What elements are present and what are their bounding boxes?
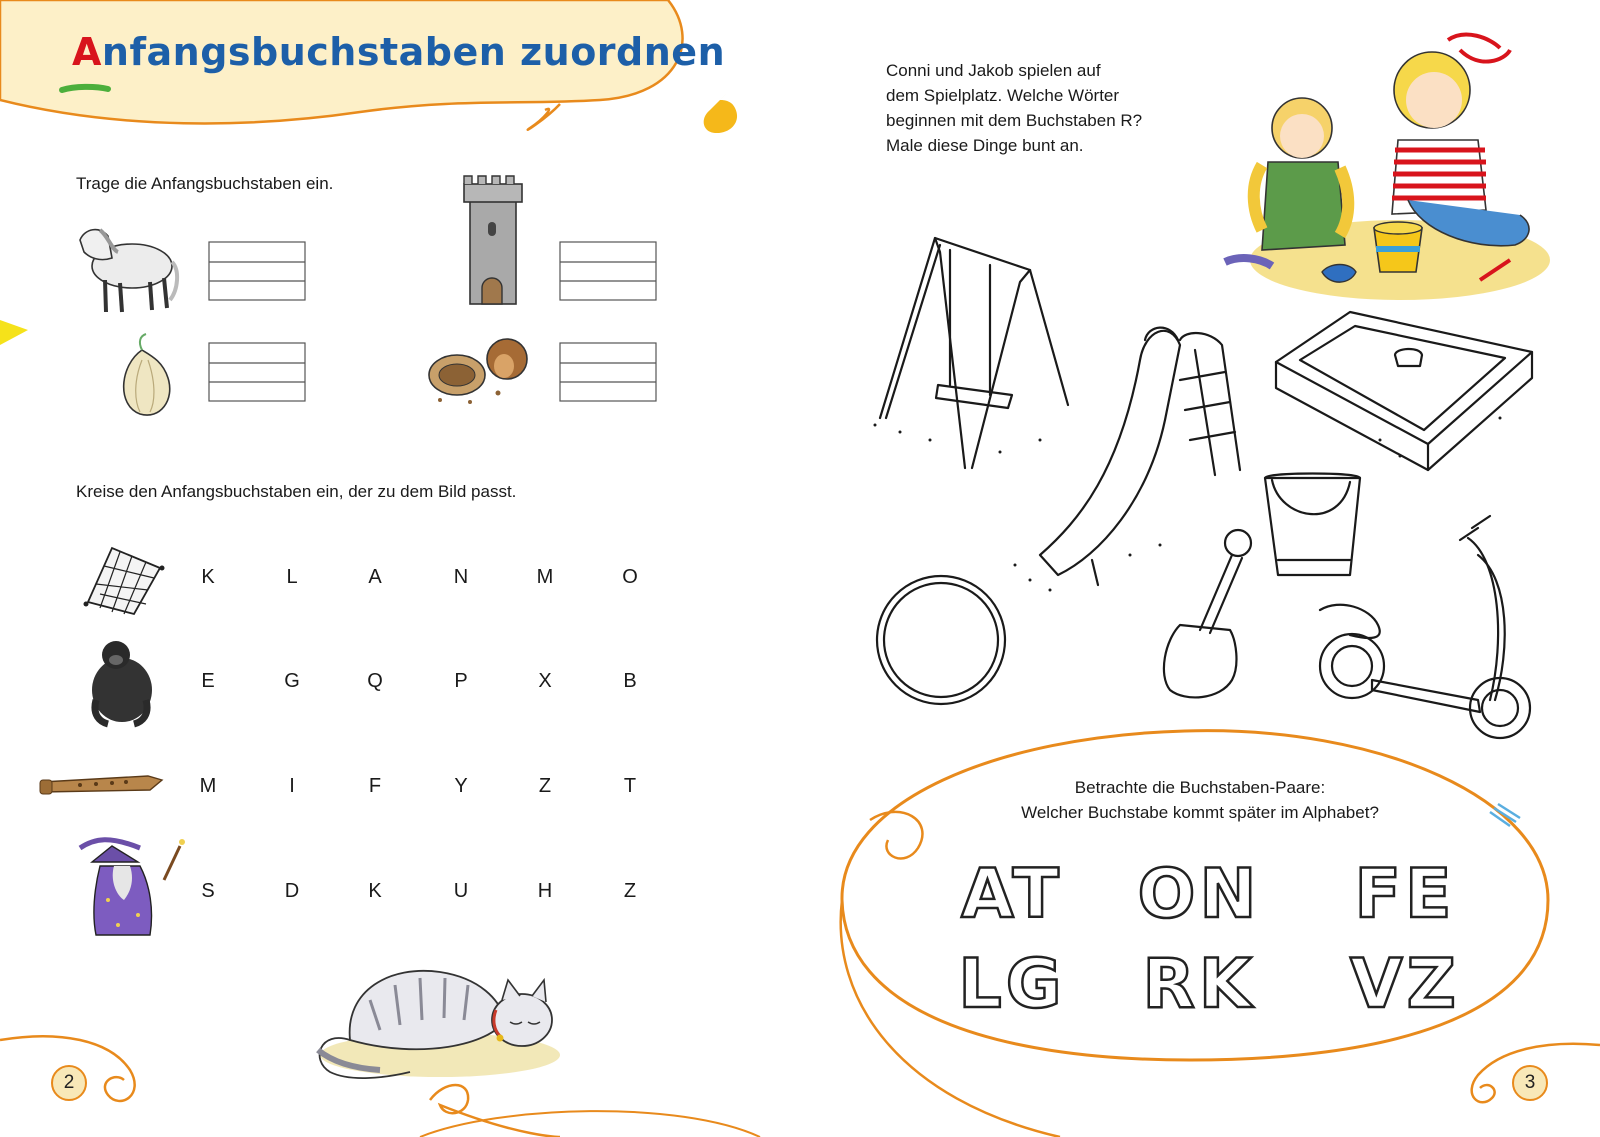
instruction-write-letters: Trage die Anfangsbuchstaben ein.: [76, 174, 334, 193]
letter-choice[interactable]: M: [199, 775, 217, 797]
letter-choice[interactable]: Y: [454, 775, 468, 797]
letter-choice[interactable]: M: [536, 566, 554, 588]
page-title: [72, 30, 725, 74]
bottom-curl-center: [430, 1085, 560, 1137]
title-first-letter: A: [72, 30, 102, 74]
letter-choice[interactable]: I: [289, 775, 295, 797]
letter-pair[interactable]: RK: [1142, 945, 1256, 1024]
letter-choice[interactable]: Z: [623, 880, 637, 902]
title-rest: nfangsbuchstaben zuordnen: [101, 30, 726, 74]
yellow-splash: [704, 94, 737, 133]
letter-choice[interactable]: D: [284, 880, 300, 902]
intro-text: [886, 58, 1142, 158]
letter-choice[interactable]: G: [284, 670, 300, 692]
instruction-circle-letter: Kreise den Anfangsbuchstaben ein, der zu dem Bild passt.: [76, 482, 517, 501]
letter-pair[interactable]: ON: [1137, 855, 1261, 934]
intro-line: dem Spielplatz. Welche Wörter: [886, 86, 1120, 105]
bottom-curl-lower: [420, 1111, 760, 1137]
pairs-instruction-line: Betrachte die Buchstaben-Paare:: [1074, 778, 1326, 797]
letter-choice[interactable]: H: [537, 880, 553, 902]
letter-choice[interactable]: B: [623, 670, 637, 692]
letter-choice[interactable]: N: [453, 566, 469, 588]
letter-pair[interactable]: AT: [961, 855, 1063, 934]
pairs-instruction: [1000, 775, 1400, 825]
letter-choice[interactable]: Q: [367, 670, 383, 692]
letter-choice[interactable]: U: [453, 880, 469, 902]
letter-choice[interactable]: L: [286, 566, 298, 588]
letter-choice[interactable]: K: [201, 566, 215, 588]
letter-choice[interactable]: Z: [538, 775, 552, 797]
yellow-edge-mark: [0, 320, 28, 345]
letter-choice[interactable]: K: [368, 880, 382, 902]
pairs-instruction-line: Welcher Buchstabe kommt später im Alphabet?: [1021, 803, 1379, 822]
intro-line: Male diese Dinge bunt an.: [886, 136, 1084, 155]
letter-pair[interactable]: FE: [1354, 855, 1456, 934]
letter-pair[interactable]: LG: [958, 945, 1066, 1024]
letter-choice[interactable]: F: [368, 775, 382, 797]
intro-line: Conni und Jakob spielen auf: [886, 61, 1101, 80]
intro-line: beginnen mit dem Buchstaben R?: [886, 111, 1143, 130]
letter-choice[interactable]: P: [454, 670, 468, 692]
letter-pair[interactable]: VZ: [1350, 945, 1460, 1024]
page-number-left: 2: [51, 1065, 87, 1101]
letter-choice[interactable]: O: [622, 566, 638, 588]
letter-choice[interactable]: E: [201, 670, 215, 692]
page-number-right: 3: [1512, 1065, 1548, 1101]
brush-stroke: [62, 87, 108, 90]
letter-choice[interactable]: T: [623, 775, 637, 797]
banner-curl: [528, 104, 560, 130]
letter-choice[interactable]: X: [538, 670, 552, 692]
letter-choice[interactable]: A: [368, 566, 382, 588]
letter-choice[interactable]: S: [201, 880, 215, 902]
blue-scribble: [1490, 804, 1520, 826]
